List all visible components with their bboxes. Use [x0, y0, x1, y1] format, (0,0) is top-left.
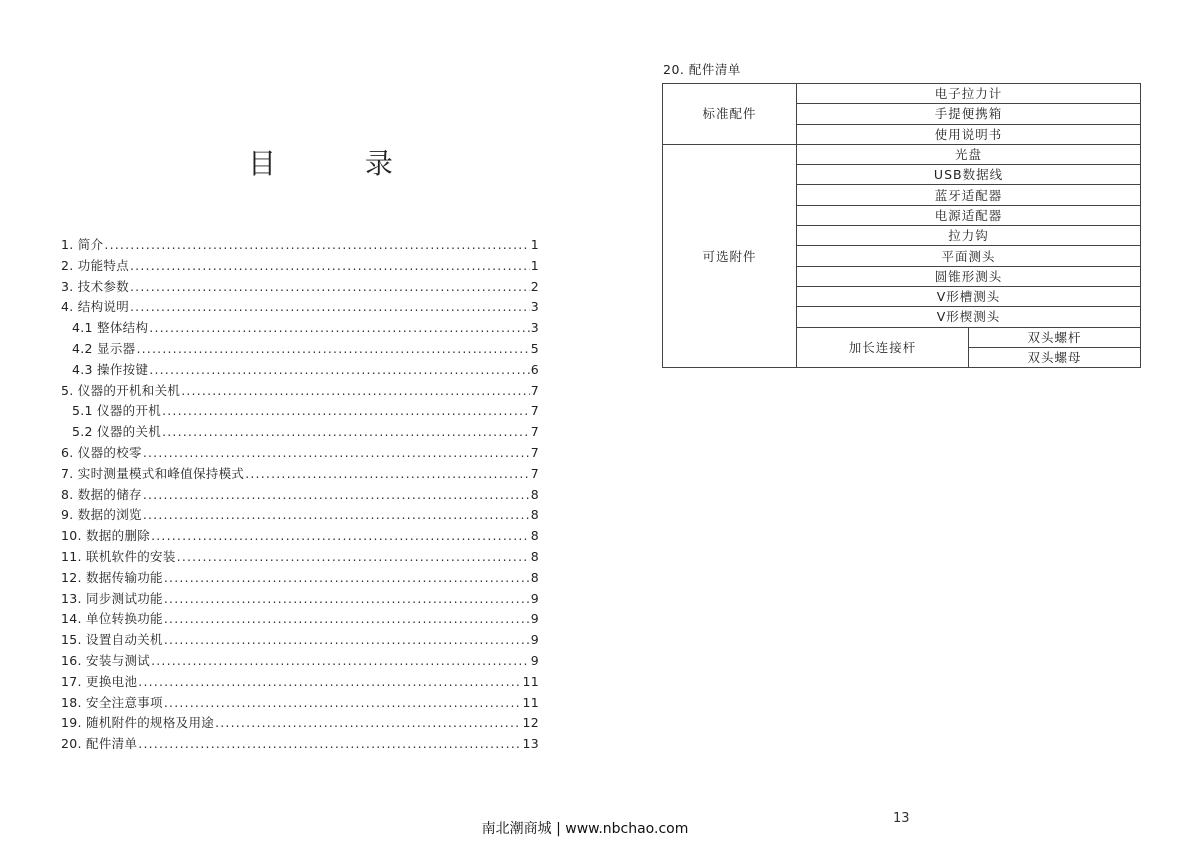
category-cell-standard: 标准配件	[663, 84, 797, 145]
toc-entry[interactable]	[61, 235, 539, 256]
toc-leader-dots	[181, 381, 530, 402]
toc-leader-dots	[143, 505, 530, 526]
toc-entry-page: 9	[530, 652, 539, 668]
toc-entry[interactable]	[61, 485, 539, 506]
toc-entry-label: 9. 数据的浏览	[61, 507, 142, 523]
toc-leader-dots	[104, 235, 529, 256]
parts-table	[662, 83, 1141, 368]
toc-entry-label: 11. 联机软件的安装	[61, 548, 176, 564]
toc-entry[interactable]	[61, 297, 539, 318]
subcategory-cell-extension: 加长连接杆	[797, 327, 969, 368]
toc-leader-dots	[130, 256, 530, 277]
toc-entry[interactable]	[61, 713, 539, 734]
toc-entry-page: 9	[530, 611, 539, 627]
toc-entry[interactable]	[61, 734, 539, 755]
toc-entry-page: 8	[530, 569, 539, 585]
toc-entry-label: 8. 数据的储存	[61, 486, 142, 502]
page-number: 13	[893, 811, 910, 826]
toc-entry-label: 4.1 整体结构	[72, 320, 149, 336]
toc-entry-page: 8	[530, 548, 539, 564]
toc-entry-page: 7	[530, 424, 539, 440]
item-cell: 双头螺杆	[969, 327, 1141, 347]
table-row	[663, 144, 1141, 164]
toc-entry-label: 5. 仪器的开机和关机	[61, 382, 181, 398]
toc-subentry[interactable]	[61, 360, 539, 381]
toc-entry-page: 1	[530, 237, 539, 252]
toc-entry-label: 5.2 仪器的关机	[72, 424, 162, 440]
toc-entry-page: 7	[530, 403, 539, 419]
toc-entry[interactable]	[61, 381, 539, 402]
toc-entry[interactable]	[61, 568, 539, 589]
toc-entry-page: 7	[530, 382, 539, 398]
toc-entry[interactable]	[61, 277, 539, 298]
toc-entry-page: 7	[530, 465, 539, 481]
item-cell: 平面测头	[797, 246, 1141, 266]
toc-entry[interactable]	[61, 547, 539, 568]
toc-entry-label: 2. 功能特点	[61, 257, 129, 273]
item-cell: V形楔测头	[797, 307, 1141, 327]
toc-entry[interactable]	[61, 505, 539, 526]
toc-entry-page: 9	[530, 590, 539, 606]
toc-entry[interactable]	[61, 630, 539, 651]
toc-leader-dots	[130, 277, 530, 298]
item-cell: 双头螺母	[969, 347, 1141, 367]
table-of-contents	[61, 235, 539, 755]
toc-entry-page: 6	[530, 361, 539, 377]
toc-entry-label: 3. 技术参数	[61, 278, 129, 294]
toc-leader-dots	[138, 734, 521, 755]
toc-entry-page: 11	[522, 694, 539, 710]
toc-entry-page: 11	[522, 673, 539, 689]
toc-leader-dots	[162, 422, 530, 443]
item-cell: 蓝牙适配器	[797, 185, 1141, 205]
toc-leader-dots	[151, 651, 530, 672]
toc-subentry[interactable]	[61, 401, 539, 422]
toc-entry-page: 12	[522, 715, 539, 731]
toc-entry-page: 8	[530, 507, 539, 523]
toc-entry[interactable]	[61, 526, 539, 547]
table-row	[663, 84, 1141, 104]
toc-leader-dots	[215, 713, 521, 734]
item-cell: USB数据线	[797, 165, 1141, 185]
toc-leader-dots	[149, 360, 529, 381]
toc-entry-page: 7	[530, 444, 539, 460]
toc-entry-label: 14. 单位转换功能	[61, 611, 163, 627]
toc-entry-label: 4.2 显示器	[72, 340, 136, 356]
toc-entry[interactable]	[61, 443, 539, 464]
toc-entry[interactable]	[61, 589, 539, 610]
toc-leader-dots	[164, 630, 530, 651]
toc-leader-dots	[164, 609, 530, 630]
toc-entry-label: 5.1 仪器的开机	[72, 403, 162, 419]
toc-entry[interactable]	[61, 651, 539, 672]
toc-entry-label: 6. 仪器的校零	[61, 444, 142, 460]
toc-subentry[interactable]	[61, 318, 539, 339]
toc-entry-label: 1. 简介	[61, 237, 104, 252]
item-cell: 电源适配器	[797, 205, 1141, 225]
item-cell: 电子拉力计	[797, 84, 1141, 104]
toc-entry[interactable]	[61, 693, 539, 714]
item-cell: 手提便携箱	[797, 104, 1141, 124]
toc-entry-page: 13	[522, 736, 539, 752]
toc-leader-dots	[177, 547, 530, 568]
toc-entry-label: 17. 更换电池	[61, 673, 138, 689]
toc-entry-label: 19. 随机附件的规格及用途	[61, 715, 215, 731]
toc-leader-dots	[164, 568, 530, 589]
item-cell: 光盘	[797, 144, 1141, 164]
toc-entry-label: 15. 设置自动关机	[61, 632, 163, 648]
toc-entry[interactable]	[61, 672, 539, 693]
item-cell: 拉力钩	[797, 226, 1141, 246]
toc-entry[interactable]	[61, 256, 539, 277]
toc-entry-label: 7. 实时测量模式和峰值保持模式	[61, 465, 245, 481]
toc-leader-dots	[143, 485, 530, 506]
toc-entry-page: 5	[530, 340, 539, 356]
item-cell: 使用说明书	[797, 124, 1141, 144]
toc-subentry[interactable]	[61, 339, 539, 360]
category-cell-optional: 可选附件	[663, 144, 797, 367]
toc-leader-dots	[136, 339, 529, 360]
toc-entry-label: 4.3 操作按键	[72, 361, 149, 377]
toc-leader-dots	[245, 464, 530, 485]
parts-list-heading: 20. 配件清单	[663, 62, 741, 77]
toc-leader-dots	[143, 443, 530, 464]
toc-leader-dots	[138, 672, 521, 693]
toc-entry-page: 3	[530, 320, 539, 336]
toc-entry-label: 4. 结构说明	[61, 299, 129, 315]
toc-entry-page: 2	[530, 278, 539, 294]
toc-subentry[interactable]	[61, 422, 539, 443]
item-cell: V形槽测头	[797, 286, 1141, 306]
toc-leader-dots	[130, 297, 530, 318]
item-cell: 圆锥形测头	[797, 266, 1141, 286]
toc-entry-label: 10. 数据的删除	[61, 528, 151, 544]
toc-entry-label: 20. 配件清单	[61, 736, 138, 752]
toc-entry-label: 12. 数据传输功能	[61, 569, 163, 585]
toc-leader-dots	[149, 318, 529, 339]
toc-entry[interactable]	[61, 464, 539, 485]
toc-title: 目 录	[248, 147, 433, 180]
toc-leader-dots	[162, 401, 530, 422]
toc-entry[interactable]	[61, 609, 539, 630]
toc-leader-dots	[164, 589, 530, 610]
toc-entry-page: 1	[530, 257, 539, 273]
toc-entry-label: 13. 同步测试功能	[61, 590, 163, 606]
toc-entry-page: 8	[530, 486, 539, 502]
toc-entry-page: 9	[530, 632, 539, 648]
toc-entry-page: 8	[530, 528, 539, 544]
toc-entry-label: 16. 安装与测试	[61, 652, 151, 668]
toc-entry-page: 3	[530, 299, 539, 315]
toc-leader-dots	[151, 526, 530, 547]
toc-entry-label: 18. 安全注意事项	[61, 694, 163, 710]
footer-watermark: 南北潮商城 | www.nbchao.com	[481, 821, 689, 837]
toc-leader-dots	[164, 693, 522, 714]
